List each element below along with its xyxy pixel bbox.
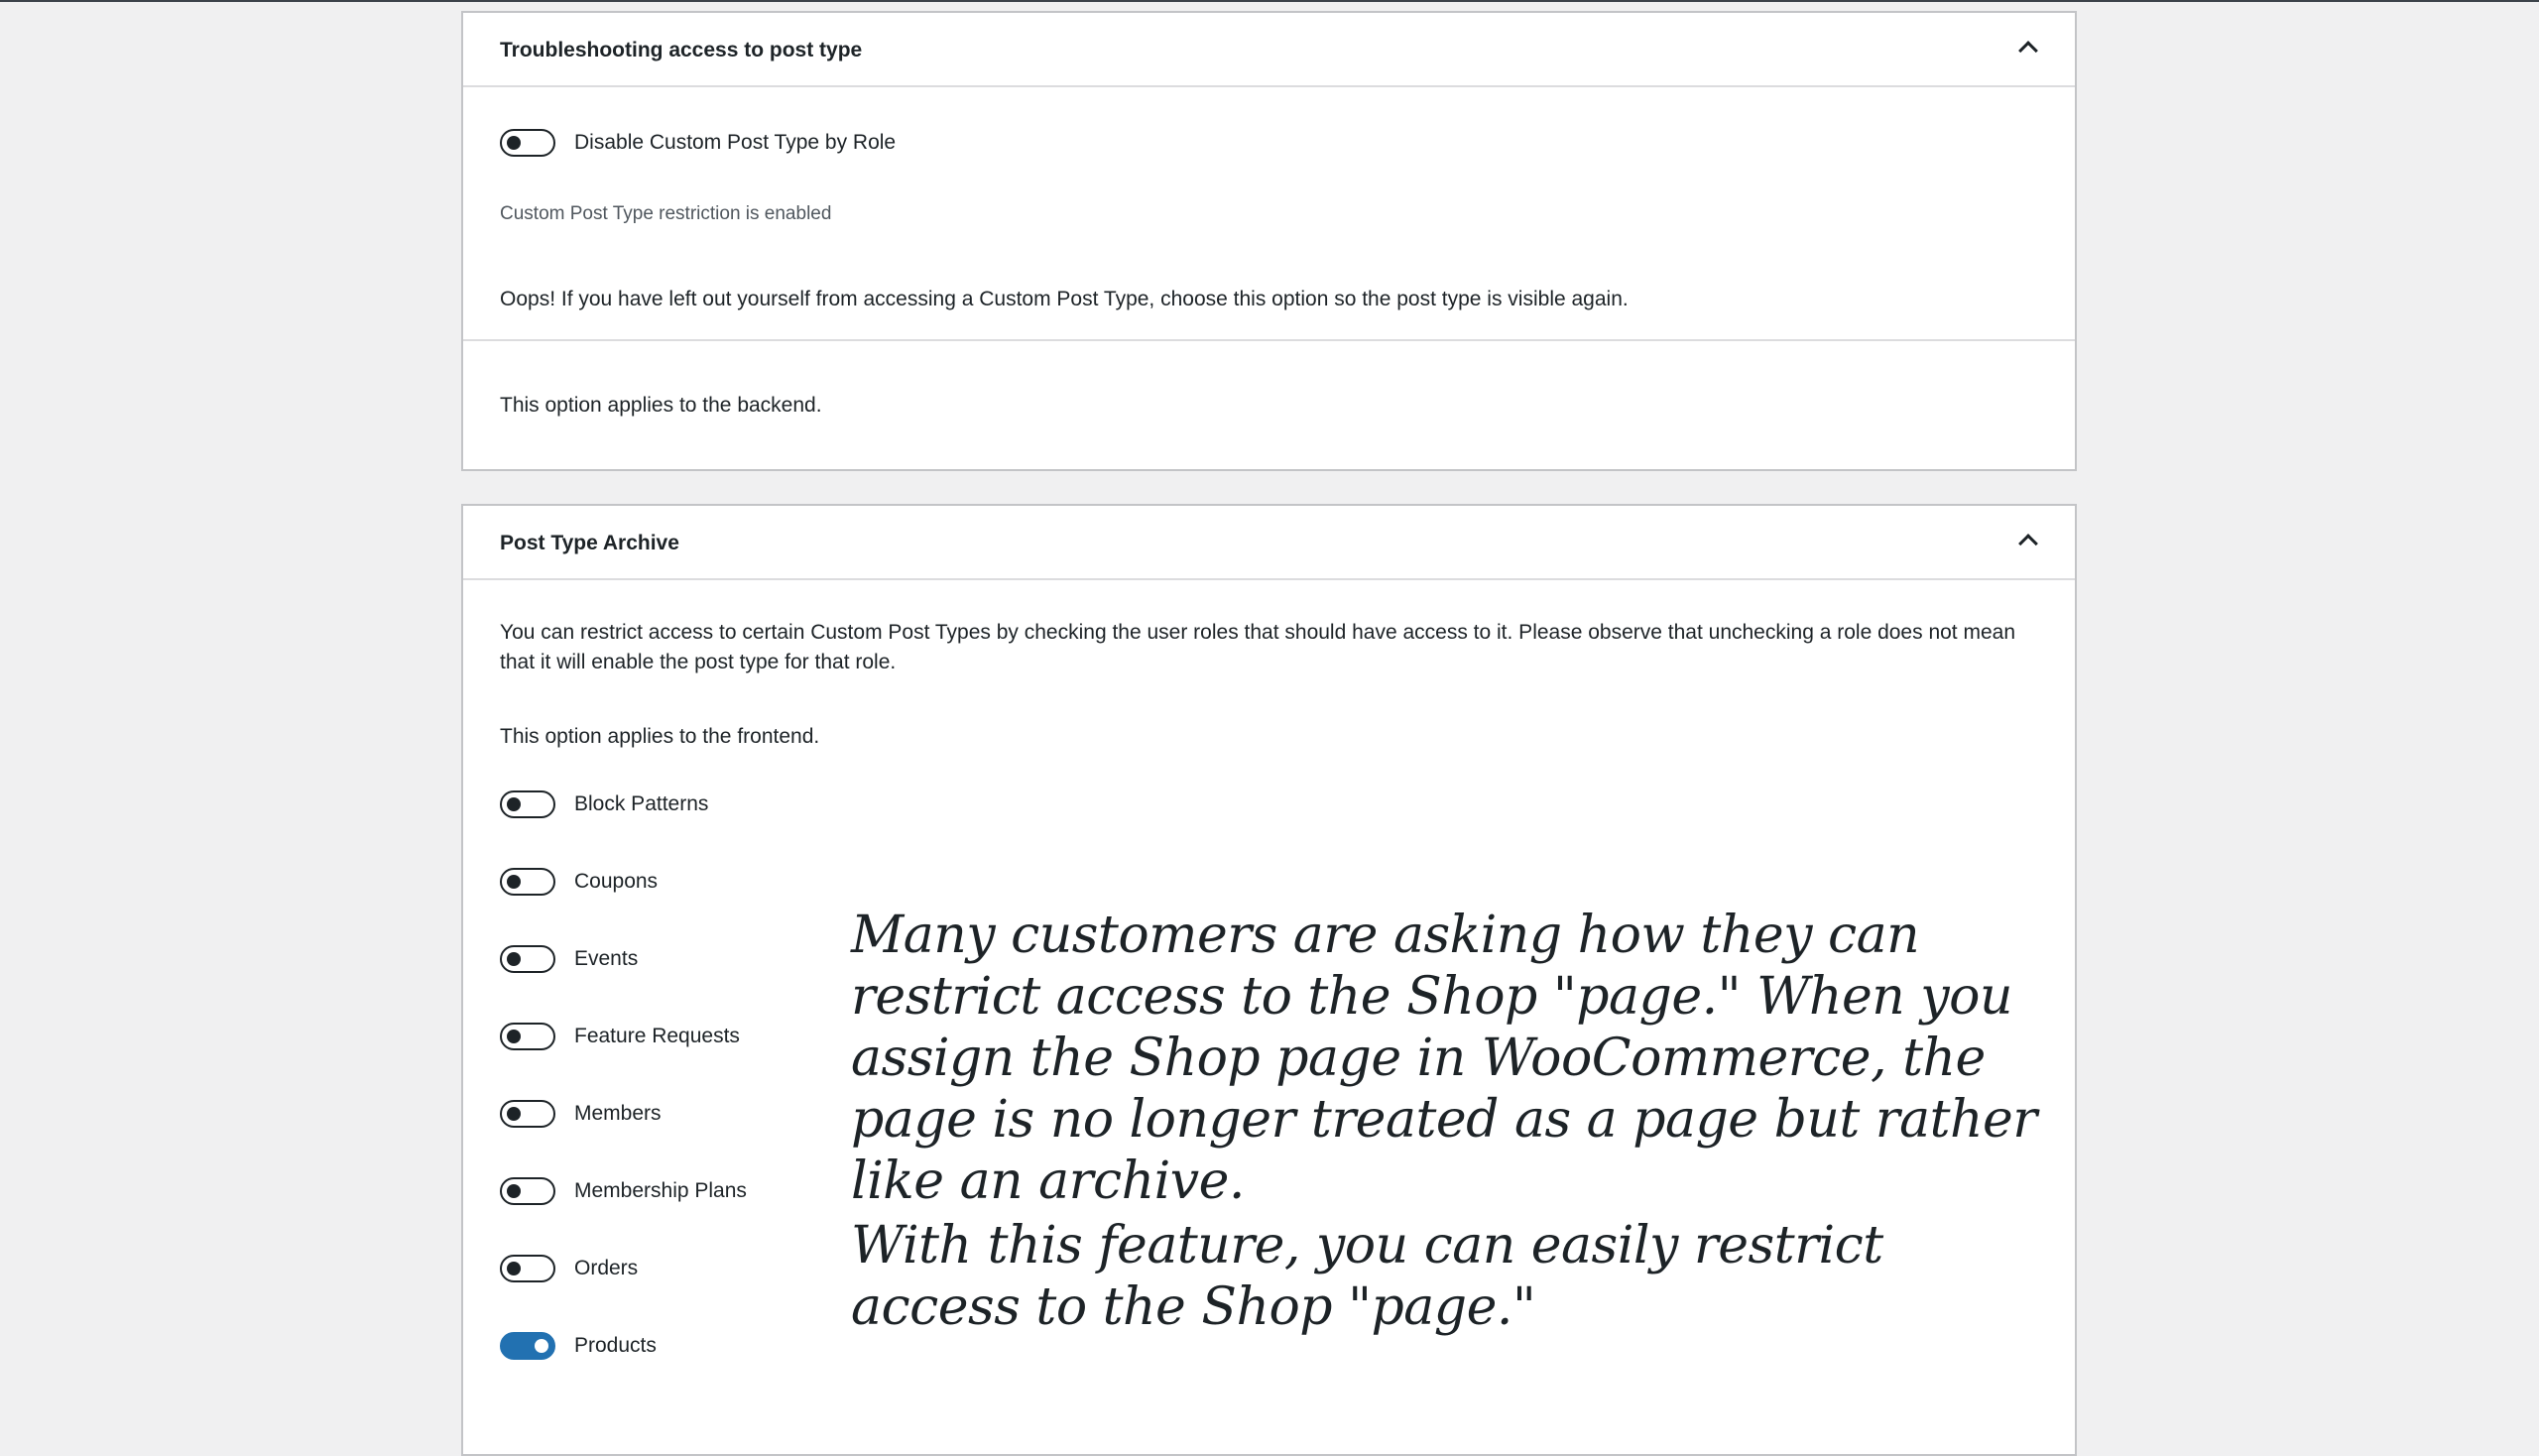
post-type-toggle-membership-plans[interactable] (500, 1177, 555, 1205)
toggle-knob (507, 1262, 521, 1275)
annotation-paragraph-2: With this feature, you can easily restrict access to the Shop "page." (851, 1216, 1883, 1337)
post-type-label-feature-requests: Feature Requests (574, 1025, 740, 1047)
archive-panel-header[interactable] (463, 506, 2075, 580)
collapse-chevron-icon[interactable] (2018, 41, 2038, 61)
post-type-label-events: Events (574, 947, 639, 970)
troubleshooting-panel (461, 11, 2077, 471)
post-type-toggle-members[interactable] (500, 1100, 555, 1128)
post-type-toggle-products[interactable] (500, 1332, 555, 1360)
troubleshooting-description: Oops! If you have left out yourself from accessing a Custom Post Type, choose this option so the post type is visible again. (500, 288, 1629, 310)
post-type-toggle-feature-requests[interactable] (500, 1023, 555, 1050)
post-type-toggle-coupons[interactable] (500, 868, 555, 896)
archive-panel-title: Post Type Archive (500, 532, 679, 554)
post-type-label-membership-plans: Membership Plans (574, 1179, 747, 1202)
section-divider (463, 339, 2075, 341)
collapse-chevron-icon[interactable] (2018, 534, 2038, 553)
troubleshooting-panel-title: Troubleshooting access to post type (500, 39, 863, 61)
post-type-label-coupons: Coupons (574, 870, 659, 893)
restriction-status-text: Custom Post Type restriction is enabled (500, 203, 832, 224)
toggle-knob (507, 797, 521, 811)
archive-description: You can restrict access to certain Custom Post Types by checking the user roles that should have access to it. Please observe that unchecking a role does not mean that it will enable the post type for that role. (500, 621, 2016, 673)
frontend-applies-note: This option applies to the frontend. (500, 725, 820, 748)
troubleshooting-panel-header[interactable] (463, 13, 2075, 87)
post-type-toggle-orders[interactable] (500, 1255, 555, 1282)
post-type-toggle-events[interactable] (500, 945, 555, 973)
post-type-toggle-block-patterns[interactable] (500, 790, 555, 818)
top-border (0, 0, 2539, 2)
toggle-knob (507, 952, 521, 966)
disable-cpt-by-role-toggle[interactable] (500, 129, 555, 157)
backend-applies-note: This option applies to the backend. (500, 394, 822, 417)
toggle-knob (507, 1107, 521, 1121)
toggle-knob (507, 875, 521, 889)
disable-cpt-by-role-label: Disable Custom Post Type by Role (574, 131, 897, 154)
annotation-paragraph-1: Many customers are asking how they can restrict access to the Shop "page." When you assign the Shop page in WooCommerce, the page is no longer treated as a page but rather like an archive. (851, 906, 2037, 1211)
post-type-label-products: Products (574, 1334, 657, 1357)
toggle-knob (507, 1184, 521, 1198)
toggle-knob (507, 1030, 521, 1043)
post-type-label-orders: Orders (574, 1257, 639, 1279)
toggle-knob (507, 136, 521, 150)
toggle-knob (535, 1339, 548, 1353)
post-type-label-members: Members (574, 1102, 662, 1125)
post-type-label-block-patterns: Block Patterns (574, 792, 709, 815)
